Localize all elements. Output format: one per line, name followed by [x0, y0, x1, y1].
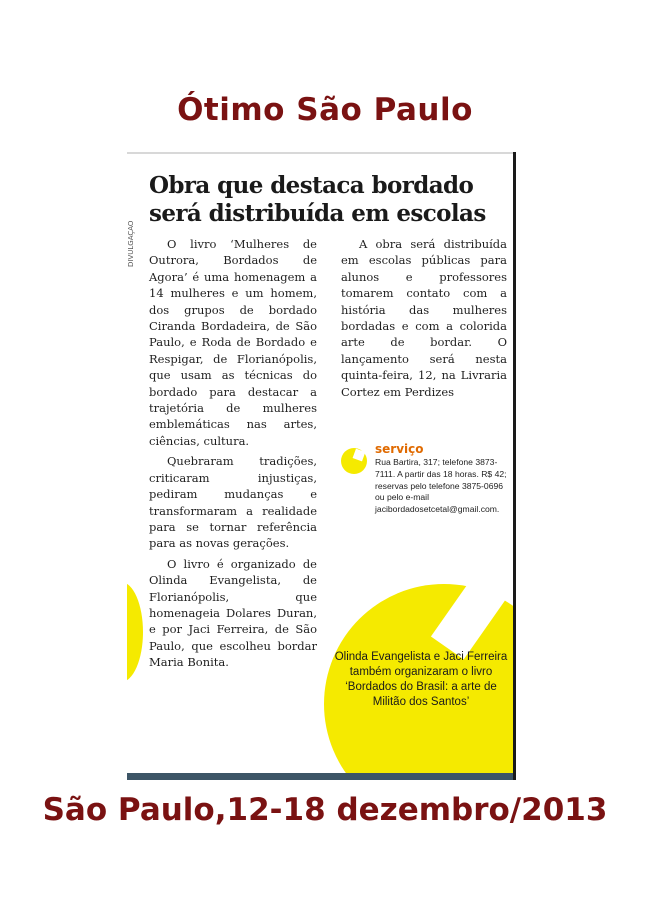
publication-date: São Paulo,12-18 dezembro/2013	[42, 792, 608, 828]
photo-caption: Olinda Evangelista e Jaci Ferreira também organizaram o livro ‘Bordados do Brasil: a arte de Militão dos Santos’	[334, 651, 508, 708]
newspaper-clipping	[127, 152, 516, 780]
yellow-circle-decoration-left	[127, 582, 143, 682]
article-right-column	[341, 236, 507, 404]
page-title: Ótimo São Paulo	[177, 92, 473, 128]
photo-credit: DIVULGAÇÃO	[127, 220, 135, 267]
servico-box	[341, 442, 507, 542]
clipping-top-rule	[127, 152, 513, 154]
servico-text: Rua Bartira, 317; telefone 3873-7111. A partir das 18 horas. R$ 42; reservas pelo telefone 3875-0696 ou pelo e-mail jacibordadosetcetal@gmail.com.	[375, 457, 507, 515]
pacman-circle-icon	[341, 448, 367, 474]
article-paragraph: O livro é organizado de Olinda Evangelista, de Florianópolis, que homenageia Dolares Duran, e por Jaci Ferreira, de São Paulo, que escolheu bordar Maria Bonita.	[149, 556, 317, 670]
article-headline: Obra que destaca bordado será distribuída em escolas	[149, 172, 486, 227]
clipping-bottom-bar	[127, 773, 513, 780]
article-paragraph: A obra será distribuída em escolas públicas para alunos e professores tomarem contato com a história das mulheres bordadas e com a colorida arte de bordar. O lançamento será nesta quinta-feira, 12, na Livraria Cortez em Perdizes	[341, 237, 507, 399]
article-paragraph: Quebraram tradições, criticaram injustiças, pediram mudanças e transformaram a realidade para se tornar referência para as novas gerações.	[149, 454, 317, 551]
article-left-column	[149, 236, 317, 675]
servico-title: serviço	[375, 442, 424, 456]
article-paragraph: O livro ‘Mulheres de Outrora, Bordados de Agora’ é uma homenagem a 14 mulheres e um homem, dos grupos de bordado Ciranda Bordadeira, de São Paulo, e Roda de Bordado e Respigar, de Florianópolis, que usam as técnicas do bordado para destacar a trajetória de mulheres emblemáticas nas artes, ciências, cultura.	[149, 237, 317, 448]
